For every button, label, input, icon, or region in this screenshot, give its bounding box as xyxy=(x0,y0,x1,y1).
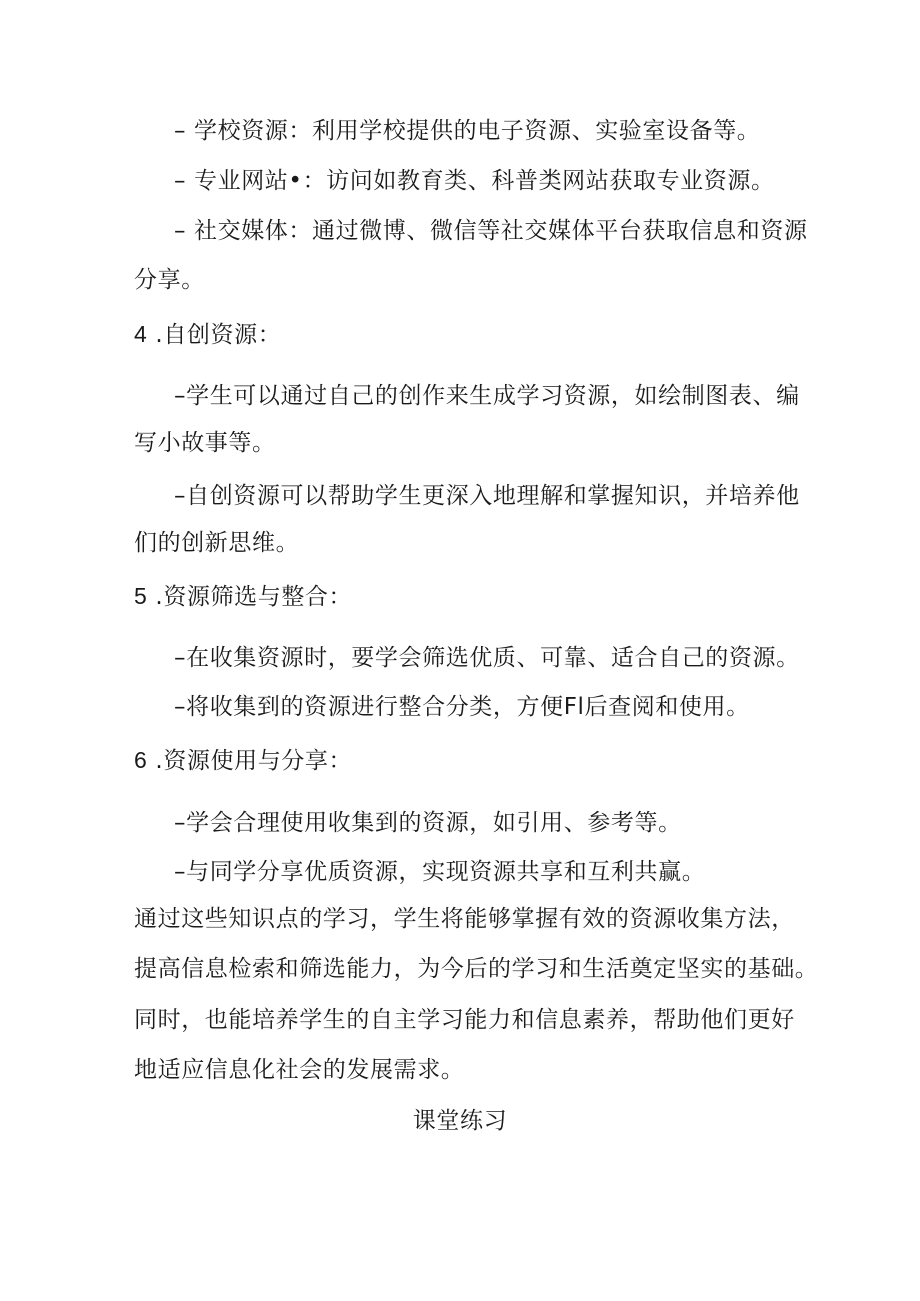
section-6-title: .资源使用与分享： xyxy=(155,748,353,774)
section-6-heading xyxy=(134,745,352,776)
section-4-item-1: –学生可以通过自己的创作来生成学习资源，如绘制图表、编 xyxy=(174,383,800,409)
section-4-number: 4 xyxy=(134,321,148,347)
exercise-heading: 课堂练习 xyxy=(412,1108,508,1134)
section-5-number: 5 xyxy=(134,583,148,609)
summary-line-3: 同时，也能培养学生的自主学习能力和信息素养，帮助他们更好 xyxy=(134,1007,795,1033)
resource-item-school: – 学校资源：利用学校提供的电子资源、实验室设备等。 xyxy=(174,118,761,144)
section-4-title: .自创资源： xyxy=(155,322,282,348)
section-6-item-1: –学会合理使用收集到的资源，如引用、参考等。 xyxy=(174,810,682,836)
section-6-item-2: –与同学分享优质资源，实现资源共享和互利共赢。 xyxy=(174,859,706,885)
section-4-item-2: –自创资源可以帮助学生更深入地理解和掌握知识，并培养他 xyxy=(174,483,800,509)
section-4-heading xyxy=(134,319,281,350)
summary-line-1: 通过这些知识点的学习，学生将能够掌握有效的资源收集方法， xyxy=(134,906,795,932)
section-5-heading xyxy=(134,581,352,612)
resource-item-social-media: – 社交媒体：通过微博、微信等社交媒体平台获取信息和资源 xyxy=(174,218,808,244)
section-4-item-1-cont: 写小故事等。 xyxy=(134,430,276,456)
resource-item-websites: – 专业网站•：访问如教育类、科普类网站获取专业资源。 xyxy=(174,168,775,194)
section-4-item-2-cont: 们的创新思维。 xyxy=(134,530,300,556)
resource-item-social-media-cont: 分享。 xyxy=(134,267,205,293)
section-5-item-2: –将收集到的资源进行整合分类，方便Fl后查阅和使用。 xyxy=(174,694,750,720)
summary-line-2: 提高信息检索和筛选能力，为今后的学习和生活奠定坚实的基础。 xyxy=(134,956,819,982)
section-5-item-1: –在收集资源时，要学会筛选优质、可靠、适合自己的资源。 xyxy=(174,645,800,671)
summary-line-4: 地适应信息化社会的发展需求。 xyxy=(134,1057,465,1083)
section-6-number: 6 xyxy=(134,747,148,773)
section-5-title: .资源筛选与整合： xyxy=(155,584,353,610)
